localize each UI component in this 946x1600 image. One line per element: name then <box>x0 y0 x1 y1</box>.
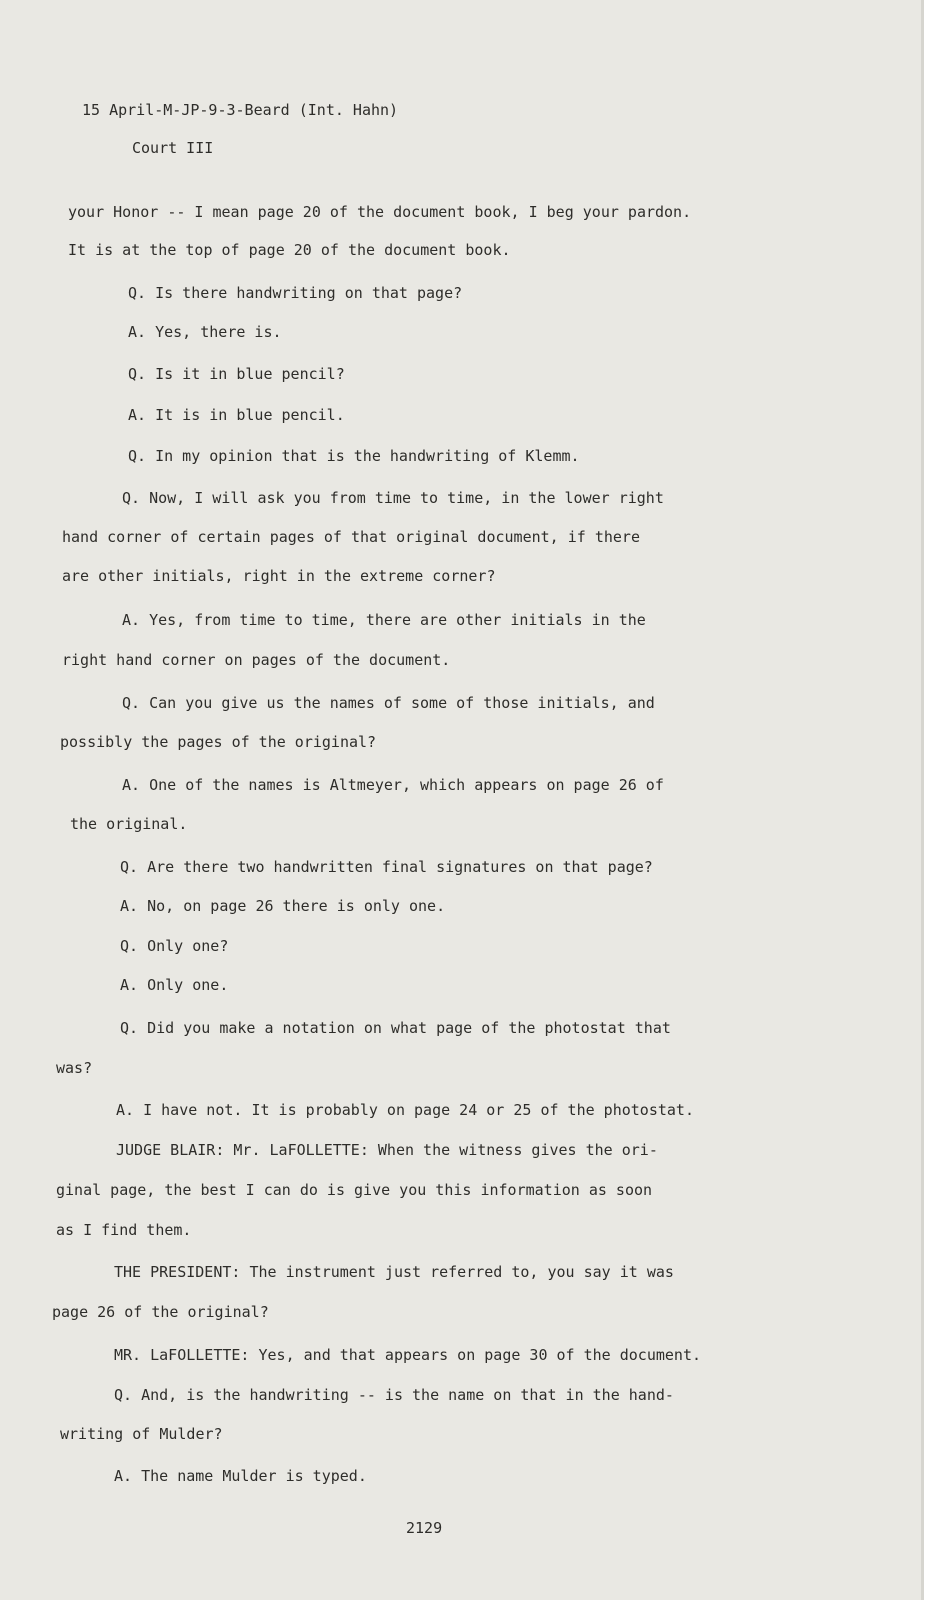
text-line: A. Yes, there is. <box>128 323 282 341</box>
text-line: are other initials, right in the extreme corner? <box>62 567 496 585</box>
text-line: Q. Can you give us the names of some of those initials, and <box>122 694 655 712</box>
text-line: JUDGE BLAIR: Mr. LaFOLLETTE: When the witness gives the ori- <box>116 1141 658 1159</box>
text-line: hand corner of certain pages of that original document, if there <box>62 528 640 546</box>
text-line: Q. Is it in blue pencil? <box>128 365 345 383</box>
text-line: the original. <box>70 815 188 833</box>
text-line: MR. LaFOLLETTE: Yes, and that appears on page 30 of the document. <box>114 1346 701 1364</box>
text-line: right hand corner on pages of the document. <box>62 651 451 669</box>
text-line: A. No, on page 26 there is only one. <box>120 897 446 915</box>
text-line: as I find them. <box>56 1221 192 1239</box>
court-label: Court III <box>132 139 214 157</box>
text-line: Q. Is there handwriting on that page? <box>128 284 463 302</box>
text-line: your Honor -- I mean page 20 of the document book, I beg your pardon. <box>68 203 692 221</box>
text-line: It is at the top of page 20 of the document book. <box>68 241 511 259</box>
text-line: was? <box>56 1059 93 1077</box>
document-reference: 15 April-M-JP-9-3-Beard (Int. Hahn) <box>82 101 399 119</box>
text-line: Q. And, is the handwriting -- is the name on that in the hand- <box>114 1386 674 1404</box>
text-line: Q. Are there two handwritten final signatures on that page? <box>120 858 653 876</box>
text-line: Q. In my opinion that is the handwriting of Klemm. <box>128 447 580 465</box>
text-line: Q. Only one? <box>120 937 229 955</box>
text-line: A. One of the names is Altmeyer, which appears on page 26 of <box>122 776 664 794</box>
text-line: A. The name Mulder is typed. <box>114 1467 367 1485</box>
text-line: page 26 of the original? <box>52 1303 269 1321</box>
text-line: THE PRESIDENT: The instrument just referred to, you say it was <box>114 1263 674 1281</box>
page-edge <box>924 0 946 1600</box>
text-line: A. Only one. <box>120 976 229 994</box>
text-line: Q. Did you make a notation on what page of the photostat that <box>120 1019 671 1037</box>
text-line: possibly the pages of the original? <box>60 733 377 751</box>
text-line: A. Yes, from time to time, there are other initials in the <box>122 611 646 629</box>
text-line: Q. Now, I will ask you from time to time, in the lower right <box>122 489 664 507</box>
page-number: 2129 <box>406 1519 443 1537</box>
text-line: ginal page, the best I can do is give you this information as soon <box>56 1181 653 1199</box>
text-line: A. It is in blue pencil. <box>128 406 345 424</box>
text-line: A. I have not. It is probably on page 24 or 25 of the photostat. <box>116 1101 694 1119</box>
text-line: writing of Mulder? <box>60 1425 223 1443</box>
